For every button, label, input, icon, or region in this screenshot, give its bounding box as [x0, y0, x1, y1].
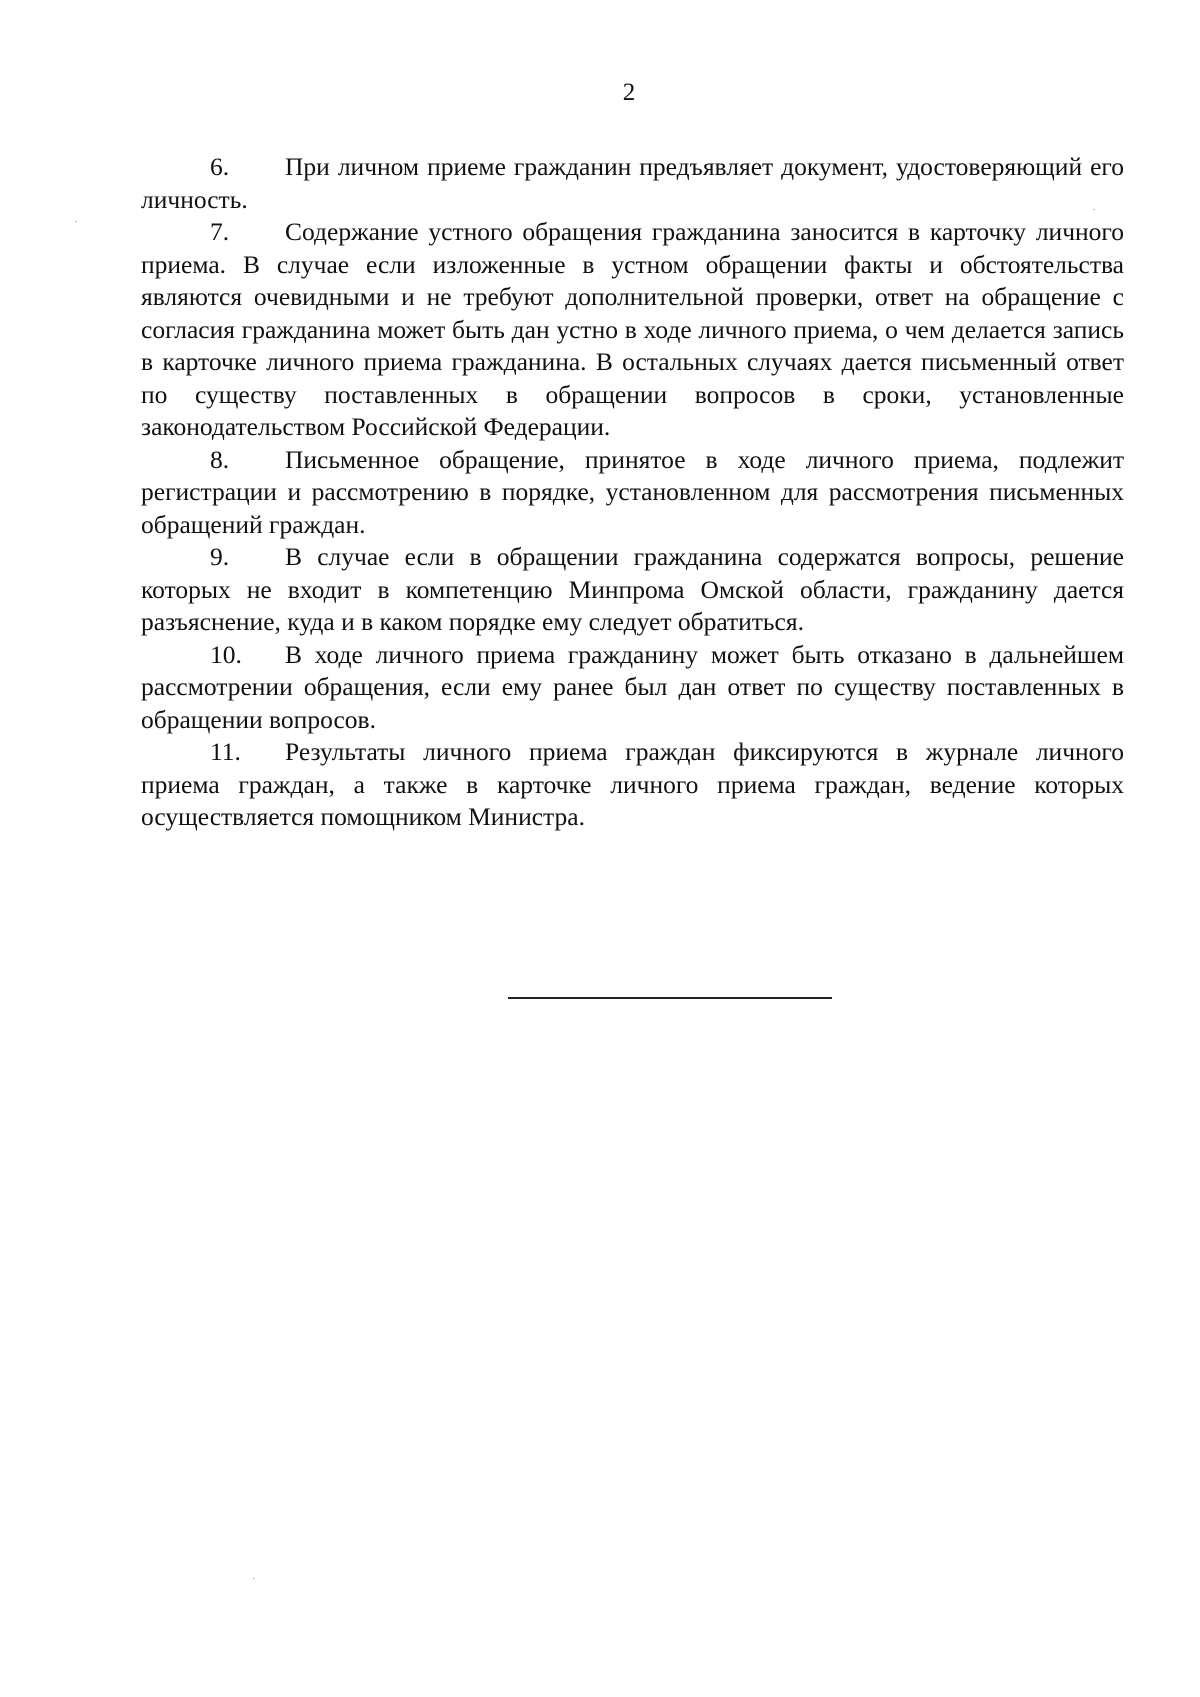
paragraph-number: 7. [210, 217, 230, 246]
paragraph-number: 6. [210, 152, 230, 181]
closing-divider [508, 997, 832, 999]
paragraph-number: 9. [210, 542, 230, 571]
paragraph-6 [141, 151, 1124, 216]
scan-speck [253, 1578, 255, 1579]
paragraph-8 [141, 444, 1124, 542]
paragraph-7 [141, 216, 1124, 444]
paragraph-text: Результаты личного приема граждан фиксируются в журнале личного приема граждан, а также в карточке личного приема граждан, ведение которых осуществляется помощником Министра. [141, 737, 1124, 831]
paragraph-text: Письменное обращение, принятое в ходе личного приема, подлежит регистрации и рассмотрению в порядке, установленном для рассмотрения письменных обращений граждан. [141, 444, 1124, 539]
paragraph-number: 8. [210, 444, 230, 474]
paragraph-10 [141, 639, 1124, 737]
scan-speck [1093, 209, 1095, 210]
paragraph-text: Содержание устного обращения гражданина заносится в карточку личного приема. В случае если изложенные в устном обращении факты и обстоятельства являются очевидными и не требуют дополнительной проверки, ответ на обращение с согласия гражданина может быть дан устно в ходе личного приема, о чем делается запись в карточке личного приема гражданина. В остальных случаях дается письменный ответ по существу поставленных в обращении вопросов в сроки, установленные законодательством Российской Федерации. [141, 217, 1124, 441]
paragraph-text: При личном приеме гражданин предъявляет документ, удостоверяющий его личность. [141, 152, 1124, 214]
paragraph-number: 10. [210, 639, 242, 669]
document-body [141, 151, 1124, 834]
paragraph-text: В случае если в обращении гражданина содержатся вопросы, решение которых не входит в компетенцию Минпрома Омской области, гражданину дается разъяснение, куда и в каком порядке ему следует обратиться. [141, 542, 1124, 636]
paragraph-number: 11. [210, 737, 241, 766]
paragraph-text: В ходе личного приема гражданину может быть отказано в дальнейшем рассмотрении обращения, если ему ранее был дан ответ по существу поставленных в обращении вопросов. [141, 639, 1124, 734]
paragraph-11 [141, 736, 1124, 834]
scan-speck [75, 221, 77, 222]
page-number: 2 [622, 79, 636, 106]
paragraph-9 [141, 541, 1124, 639]
